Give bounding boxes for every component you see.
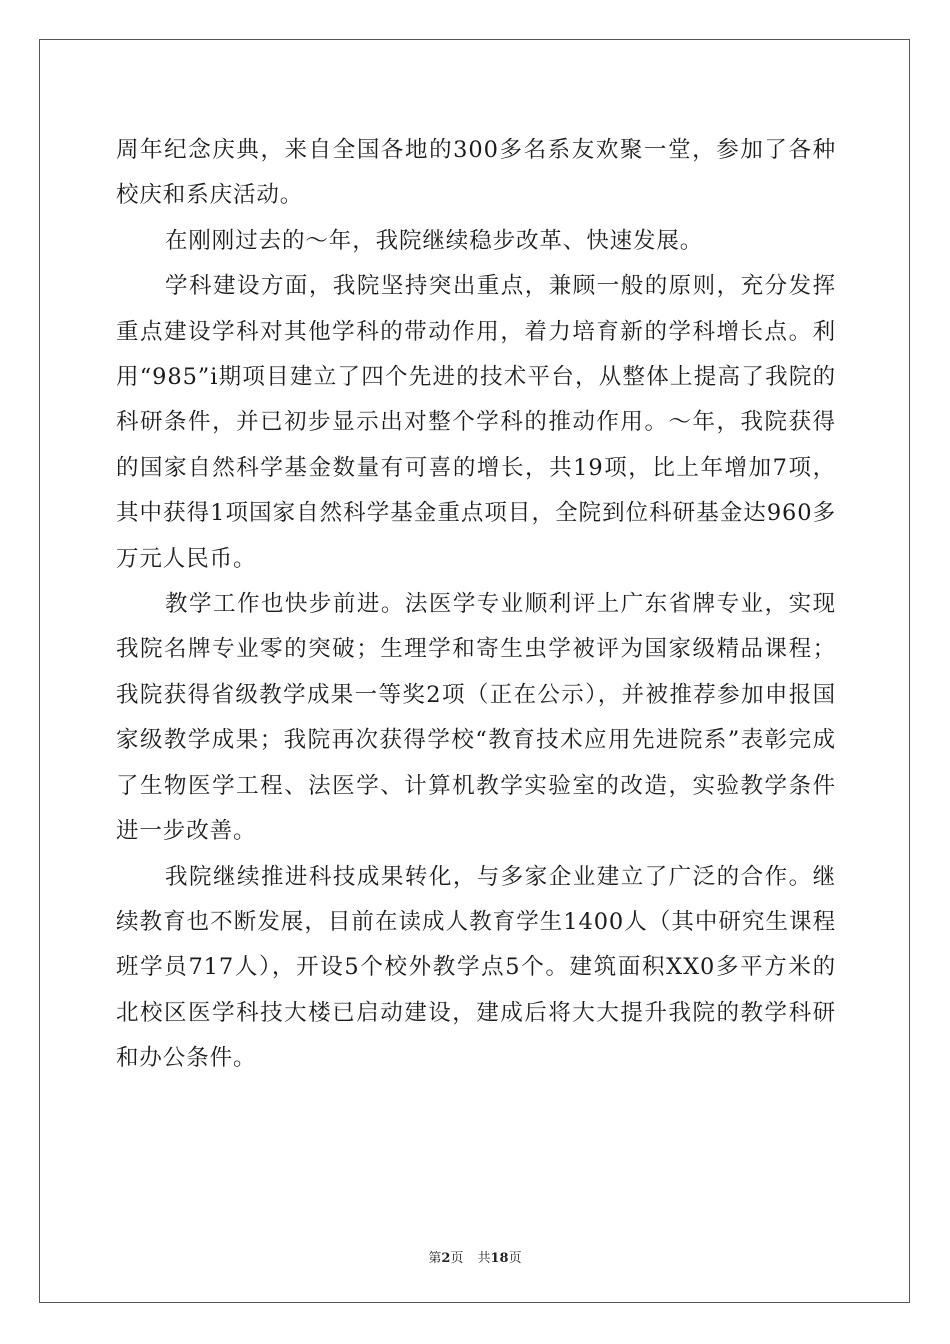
paragraph-2: 在刚刚过去的～年，我院继续稳步改革、快速发展。 [165,227,704,254]
page-footer [0,1247,950,1266]
paragraph-3: 学科建设方面，我院坚持突出重点，兼顾一般的原则，充分发挥重点建设学科对其他学科的带动作用，着力培育新的学科增长点。利用“985”i期项目建立了四个先进的技术平台，从整体上提高了我院的科研条件，并已初步显示出对整个学科的推动作用。～年，我院获得的国家自然科学基金数量有可喜的增长，共19项，比上年增加7项，其中获得1项国家自然科学基金重点项目，全院到位科研基金达960多万元人民币。 [116,273,836,572]
paragraph-5: 我院继续推进科技成果转化，与多家企业建立了广泛的合作。继续教育也不断发展，目前在读成人教育学生1400人（其中研究生课程班学员717人），开设5个校外教学点5个。建筑面积XX0多平方米的北校区医学科技大楼已启动建设，建成后将大大提升我院的教学科研和办公条件。 [116,863,836,1072]
footer-page-suffix: 页 [450,1251,464,1266]
paragraph-1: 周年纪念庆典，来自全国各地的300多名系友欢聚一堂，参加了各种校庆和系庆活动。 [116,137,836,209]
total-pages-number: 18 [490,1251,509,1266]
current-page-number: 2 [441,1251,451,1266]
document-body [116,128,836,1082]
paragraph-4: 教学工作也快步前进。法医学专业顺利评上广东省牌专业，实现我院名牌专业零的突破；生理学和寄生虫学被评为国家级精品课程；我院获得省级教学成果一等奖2项（正在公示），并被推荐参加申报国家级教学成果；我院再次获得学校“教育技术应用先进院系”表彰完成了生物医学工程、法医学、计算机教学实验室的改造，实验教学条件进一步改善。 [116,591,836,845]
footer-total-suffix: 页 [508,1251,522,1266]
footer-prefix: 第 [428,1251,442,1266]
footer-total-prefix: 共 [477,1251,491,1266]
